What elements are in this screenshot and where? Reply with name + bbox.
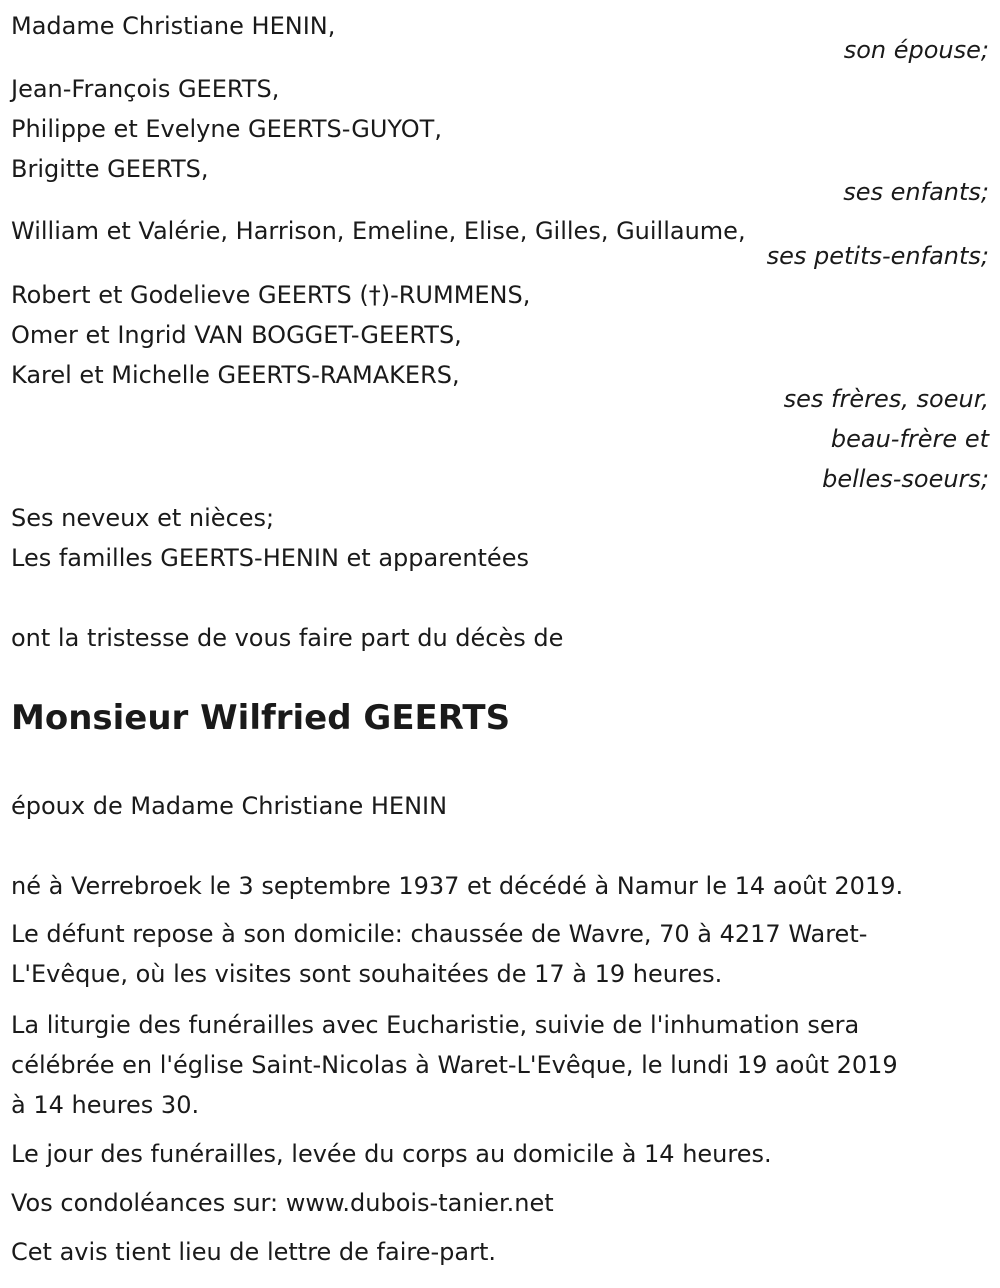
other-family-line: Les familles GEERTS-HENIN et apparentées — [11, 544, 529, 572]
siblings-relation-line: ses frères, soeur, — [783, 385, 989, 413]
condolences-line: Vos condoléances sur: www.dubois-tanier.net — [11, 1189, 554, 1217]
birth-death-line: né à Verrebroek le 3 septembre 1937 et décédé à Namur le 14 août 2019. — [11, 872, 904, 900]
spouse-of-text: époux de Madame Christiane HENIN — [11, 792, 448, 820]
detail-line: L'Evêque, où les visites sont souhaitées de 17 à 19 heures. — [11, 960, 723, 988]
spouse-relation: son épouse; — [843, 36, 989, 64]
detail-line: Le jour des funérailles, levée du corps au domicile à 14 heures. — [11, 1140, 772, 1168]
grandchildren-relation: ses petits-enfants; — [766, 242, 989, 270]
child-line: Philippe et Evelyne GEERTS-GUYOT, — [11, 115, 442, 143]
child-line: Brigitte GEERTS, — [11, 155, 209, 183]
other-family-line: Ses neveux et nièces; — [11, 504, 275, 532]
detail-line: célébrée en l'église Saint-Nicolas à Waret-L'Evêque, le lundi 19 août 2019 — [11, 1051, 898, 1079]
detail-line: La liturgie des funérailles avec Eucharistie, suivie de l'inhumation sera — [11, 1011, 860, 1039]
deceased-name: Monsieur Wilfried GEERTS — [11, 698, 511, 738]
sibling-line: Omer et Ingrid VAN BOGGET-GEERTS, — [11, 321, 462, 349]
detail-line: à 14 heures 30. — [11, 1091, 200, 1119]
detail-line: Le défunt repose à son domicile: chaussée de Wavre, 70 à 4217 Waret- — [11, 920, 868, 948]
child-line: Jean-François GEERTS, — [11, 75, 280, 103]
sibling-line: Robert et Godelieve GEERTS (†)-RUMMENS, — [11, 281, 531, 309]
spouse-name: Madame Christiane HENIN, — [11, 12, 336, 40]
announcement-text: ont la tristesse de vous faire part du décès de — [11, 624, 564, 652]
detail-line: Cet avis tient lieu de lettre de faire-part. — [11, 1238, 496, 1266]
children-relation: ses enfants; — [843, 178, 989, 206]
siblings-relation-line: beau-frère et — [830, 425, 989, 453]
sibling-line: Karel et Michelle GEERTS-RAMAKERS, — [11, 361, 460, 389]
grandchildren-line: William et Valérie, Harrison, Emeline, Elise, Gilles, Guillaume, — [11, 217, 746, 245]
siblings-relation-line: belles-soeurs; — [822, 465, 989, 493]
